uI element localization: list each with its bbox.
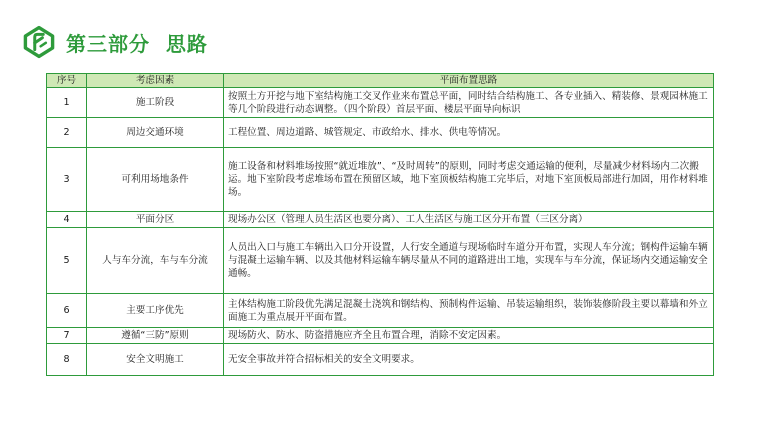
column-header-plan: 平面布置思路 xyxy=(224,74,714,88)
row-number: 2 xyxy=(47,118,87,148)
green-leaf-logo-icon xyxy=(22,25,56,59)
row-number: 1 xyxy=(47,88,87,118)
row-number: 8 xyxy=(47,344,87,376)
row-number: 7 xyxy=(47,328,87,344)
row-number: 5 xyxy=(47,228,87,294)
row-factor: 施工阶段 xyxy=(87,88,224,118)
table-row xyxy=(47,294,714,328)
row-plan: 人员出入口与施工车辆出入口分开设置，人行安全通道与现场临时车道分开布置，实现人车分流；钢构件运输车辆与混凝土运输车辆、以及其他材料运输车辆尽量从不同的道路进出工地，实现车与车分流，保证场内交通运输安全通畅。 xyxy=(224,228,714,294)
row-plan: 按照土方开挖与地下室结构施工交叉作业来布置总平面，同时结合结构施工、各专业插入、精装修、景观园林施工等几个阶段进行动态调整。（四个阶段）首层平面、楼层平面导向标识 xyxy=(224,88,714,118)
table-row xyxy=(47,228,714,294)
table-row xyxy=(47,118,714,148)
page-header xyxy=(22,22,208,62)
row-factor: 安全文明施工 xyxy=(87,344,224,376)
table-row xyxy=(47,212,714,228)
row-number: 6 xyxy=(47,294,87,328)
row-factor: 主要工序优先 xyxy=(87,294,224,328)
layout-plan-table xyxy=(46,73,714,376)
row-plan: 施工设备和材料堆场按照“就近堆放”、“及时周转”的原则，同时考虑交通运输的便利，尽量减少材料场内二次搬运。地下室阶段考虑堆场布置在预留区域，地下室顶板结构施工完毕后，对地下室顶板局部进行加固，用作材料堆场。 xyxy=(224,148,714,212)
row-factor: 人与车分流，车与车分流 xyxy=(87,228,224,294)
row-plan: 工程位置、周边道路、城管规定、市政给水、排水、供电等情况。 xyxy=(224,118,714,148)
table-header-row xyxy=(47,74,714,88)
row-factor: 平面分区 xyxy=(87,212,224,228)
row-factor: 遵循“三防”原则 xyxy=(87,328,224,344)
column-header-number: 序号 xyxy=(47,74,87,88)
table-row xyxy=(47,148,714,212)
table-row xyxy=(47,328,714,344)
row-plan: 主体结构施工阶段优先满足混凝土浇筑和钢结构、预制构件运输、吊装运输组织，装饰装修阶段主要以幕墙和外立面施工为重点展开平面布置。 xyxy=(224,294,714,328)
table-row xyxy=(47,88,714,118)
row-number: 4 xyxy=(47,212,87,228)
row-factor: 可利用场地条件 xyxy=(87,148,224,212)
row-plan: 现场防火、防水、防盗措施应齐全且布置合理，消除不安定因素。 xyxy=(224,328,714,344)
row-number: 3 xyxy=(47,148,87,212)
row-factor: 周边交通环境 xyxy=(87,118,224,148)
table-row xyxy=(47,344,714,376)
row-plan: 现场办公区（管理人员生活区也要分离）、工人生活区与施工区分开布置（三区分离） xyxy=(224,212,714,228)
column-header-factor: 考虑因素 xyxy=(87,74,224,88)
page-title: 第三部分 思路 xyxy=(66,31,208,56)
row-plan: 无安全事故并符合招标相关的安全文明要求。 xyxy=(224,344,714,376)
